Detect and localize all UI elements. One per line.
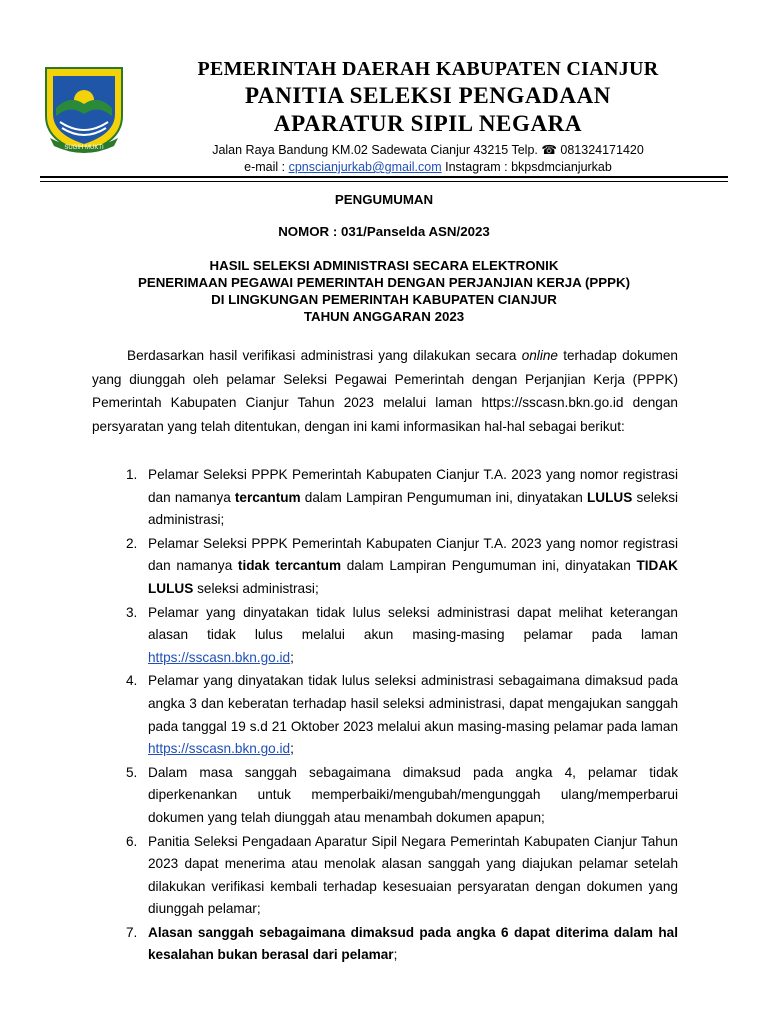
list-item: 2. Pelamar Seleksi PPPK Pemerintah Kabupaten Cianjur T.A. 2023 yang nomor registrasi dan namanya tidak tercantum dalam Lampiran Pengumuman ini, dinyatakan TIDAK LULUS seleksi administrasi; (126, 535, 678, 596)
email-label: e-mail : (244, 160, 289, 174)
list-item: 3. Pelamar yang dinyatakan tidak lulus seleksi administrasi dapat melihat keterangan alasan tidak lulus melalui akun masing-masing pelamar pada laman https://sscasn.bkn.go.id; (126, 604, 678, 665)
heading-line: PENERIMAAN PEGAWAI PEMERINTAH DENGAN PERJANJIAN KERJA (PPPK) (137, 275, 631, 290)
document-number: NOMOR : 031/Panselda ASN/2023 (278, 224, 490, 239)
list-item: 7. Alasan sanggah sebagaimana dimaksud pada angka 6 dapat diterima dalam hal kesalahan bukan berasal dari pelamar; (126, 924, 678, 963)
letterhead-government: PEMERINTAH DAERAH KABUPATEN CIANJUR (197, 58, 659, 80)
announcement-heading (40, 257, 728, 325)
email-link[interactable]: cpnscianjurkab@gmail.com (288, 160, 442, 174)
heading-line: TAHUN ANGGARAN 2023 (303, 309, 465, 324)
intro-paragraph: Berdasarkan hasil verifikasi administrasi yang dilakukan secara online terhadap dokumen yang diunggah oleh pelamar Seleksi Pegawai Pemerintah dengan Perjanjian Kerja (PPPK) Pemerintah Kabupaten Cianjur Tahun 2023 melalui laman https://sscasn.bkn.go.id dengan persyaratan yang telah ditentukan, dengan ini kami informasikan hal-hal sebagai berikut: (92, 348, 678, 435)
letterhead-divider-thin (40, 181, 728, 182)
heading-line: DI LINGKUNGAN PEMERINTAH KABUPATEN CIANJUR (211, 292, 557, 307)
letterhead-contact (150, 160, 706, 174)
list-item: 4. Pelamar yang dinyatakan tidak lulus seleksi administrasi sebagaimana dimaksud pada angka 3 dan keberatan terhadap hasil seleksi administrasi, dapat mengajukan sanggah pada tanggal 19 s.d 21 Oktober 2023 melalui akun masing-masing pelamar pada laman https://sscasn.bkn.go.id; (126, 673, 678, 757)
list-item: 5. Dalam masa sanggah sebagaimana dimaksud pada angka 4, pelamar tidak diperkenankan untuk memperbaiki/mengubah/mengunggah ulang/memperbarui dokumen yang telah diunggah atau menambah dokumen apapun; (126, 764, 678, 825)
letterhead-asn: APARATUR SIPIL NEGARA (273, 111, 583, 136)
letterhead (150, 58, 706, 174)
cianjur-emblem-logo (40, 64, 128, 154)
instagram-handle: Instagram : bkpsdmcianjurkab (441, 160, 612, 174)
letterhead-committee: PANITIA SELEKSI PENGADAAN (244, 83, 612, 108)
announcement-items (92, 464, 678, 968)
heading-line: HASIL SELEKSI ADMINISTRASI SECARA ELEKTRONIK (209, 258, 559, 273)
logo-motto: SUGIH MUKTI (64, 145, 104, 151)
sscasn-link[interactable]: https://sscasn.bkn.go.id (148, 741, 291, 757)
list-item: 1. Pelamar Seleksi PPPK Pemerintah Kabupaten Cianjur T.A. 2023 yang nomor registrasi dan namanya tercantum dalam Lampiran Pengumuman ini, dinyatakan LULUS seleksi administrasi; (126, 467, 679, 528)
letterhead-address: Jalan Raya Bandung KM.02 Sadewata Cianjur 43215 Telp. ☎ 081324171420 (212, 143, 644, 157)
letterhead-divider-thick (40, 176, 728, 178)
document-title: PENGUMUMAN (334, 192, 434, 207)
sscasn-link[interactable]: https://sscasn.bkn.go.id (148, 649, 291, 665)
list-item: 6. Panitia Seleksi Pengadaan Aparatur Sipil Negara Pemerintah Kabupaten Cianjur Tahun 2023 dapat menerima atau menolak alasan sanggah yang diajukan pelamar setelah dilakukan verifikasi kembali terhadap kesesuaian persyaratan dengan dokumen yang diunggah pelamar; (126, 833, 678, 917)
